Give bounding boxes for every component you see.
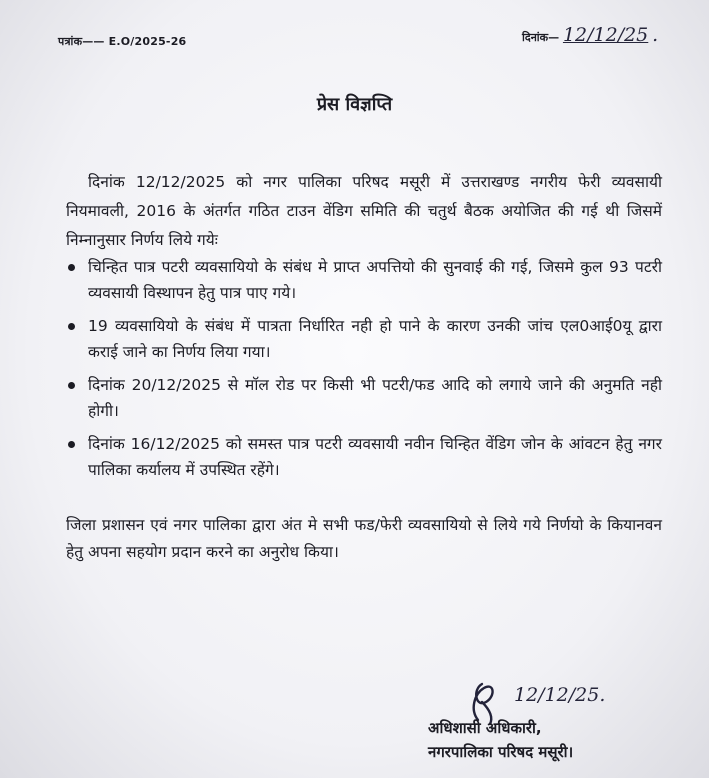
date-handwritten: 12/12/25 [562, 24, 649, 46]
signature-date: 12/12/25. [514, 684, 606, 706]
list-item [66, 431, 662, 483]
page-title: प्रेस विज्ञप्ति [316, 94, 393, 115]
list-item-text: दिनांक 16/12/2025 को समस्त पात्र पटरी व्यवसायी नवीन चिन्हित वेंडिग जोन के आंवटन हेतु नगर पालिका कर्यालय में उपस्थित रहेंगे। [88, 435, 662, 479]
reference-label: पत्रांक [58, 35, 83, 48]
reference-number: पत्रांक—— E.O/2025-26 [58, 35, 187, 48]
signatory-office: नगरपालिका परिषद मसूरी। [428, 743, 574, 761]
bullet-icon [68, 441, 75, 448]
bullet-icon [68, 382, 75, 389]
intro-paragraph: दिनांक 12/12/2025 को नगर पालिका परिषद मसूरी में उत्तराखण्ड नगरीय फेरी व्यवसायी नियमावली, 2016 के अंतर्गत गठित टाउन वेंडिग समिति की चतुर्थ बैठक अयोजित की गई थी जिसमें निम्नानुसार निर्णय लिये गयेः [66, 173, 662, 249]
signatory-designation: अधिशासी अधिकारी, [428, 719, 542, 737]
list-item [66, 313, 662, 365]
list-item-text: चिन्हित पात्र पटरी व्यवसायियो के संबंध मे प्राप्त अपत्तियो की सुनवाई की गई, जिसमे कुल 93 पटरी व्यवसायी विस्थापन हेतु पात्र पाए गये। [88, 258, 662, 302]
bullet-icon [68, 323, 75, 330]
decision-list [66, 254, 662, 490]
bullet-icon [68, 264, 75, 271]
list-item [66, 254, 662, 306]
list-item-text: 19 व्यवसायियो के संबंध में पात्रता निर्धारित नही हो पाने के कारण उनकी जांच एल0आई0यू द्वारा कराई जाने का निर्णय लिया गया। [88, 317, 662, 361]
closing-paragraph: जिला प्रशासन एवं नगर पालिका द्वारा अंत मे सभी फड/फेरी व्यवसायियो से लिये गये निर्णयो के कियानवन हेतु अपना सहयोग प्रदान करने का अनुरोध किया। [66, 516, 662, 561]
list-item [66, 372, 662, 424]
header-date: दिनांक— 12/12/25 . [522, 24, 659, 46]
date-label: दिनांक [522, 31, 549, 44]
signatory-block [428, 716, 573, 764]
list-item-text: दिनांक 20/12/2025 से मॉल रोड पर किसी भी पटरी/फड आदि को लगाये जाने की अनुमति नही होगी। [88, 376, 662, 420]
reference-value: E.O/2025-26 [108, 35, 187, 48]
